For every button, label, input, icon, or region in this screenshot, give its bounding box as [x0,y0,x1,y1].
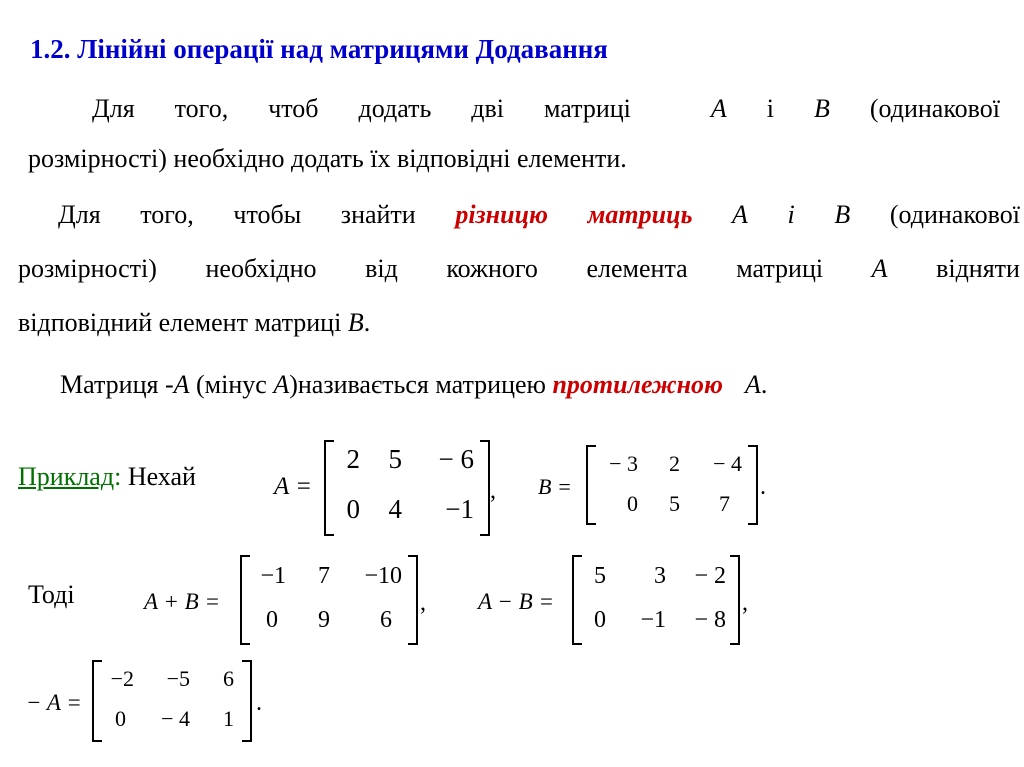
matrix-sum: −1 7 −10 0 9 6 [240,555,418,645]
highlight-opposite: протилежною [552,370,724,399]
right-bracket [748,445,758,525]
para2-line3: відповідний елемент матриці B. [18,308,371,337]
para2-line1: Для того, чтобы знайти різницю матриць A і B (одинакової [58,200,1020,229]
matrix-a: 2 5 − 6 0 4 −1 [324,440,490,536]
highlight-difference: різницю [455,200,549,229]
para1-line1: Для того, чтоб додать дві матриці A і B (одинакової [92,94,1000,123]
right-bracket [730,555,740,645]
then-label: Тоді [28,580,75,609]
neg-lhs: − A = [26,690,82,715]
para2-line2: розмірності) необхідно від кожного елемента матриці A відняти [18,254,1020,283]
matrix-diff: 5 3 − 2 0 −1 − 8 [572,555,740,645]
right-bracket [242,660,252,742]
para1-line2: розмірності) необхідно додать їх відповідні елементи. [28,144,627,173]
para3-opposite-matrix: Матриця -A (мінус A)називається матрицею протилежною A. [60,370,768,399]
matrix-b-lhs: B = [538,474,572,499]
example-label: Приклад: Нехай [18,462,196,491]
right-bracket [480,440,490,536]
matrix-b: − 3 2 − 4 0 5 7 [586,445,758,525]
right-bracket [408,555,418,645]
sum-lhs: A + B = [144,589,220,614]
highlight-matrices: матриць [587,200,693,229]
matrix-neg-a: −2 −5 6 0 − 4 1 [92,660,252,742]
matrix-a-lhs: A = [274,473,312,500]
left-bracket [324,440,334,536]
slide-title: 1.2. Лінійні операції над матрицями Додавання [30,34,608,64]
diff-lhs: A − B = [478,589,554,614]
